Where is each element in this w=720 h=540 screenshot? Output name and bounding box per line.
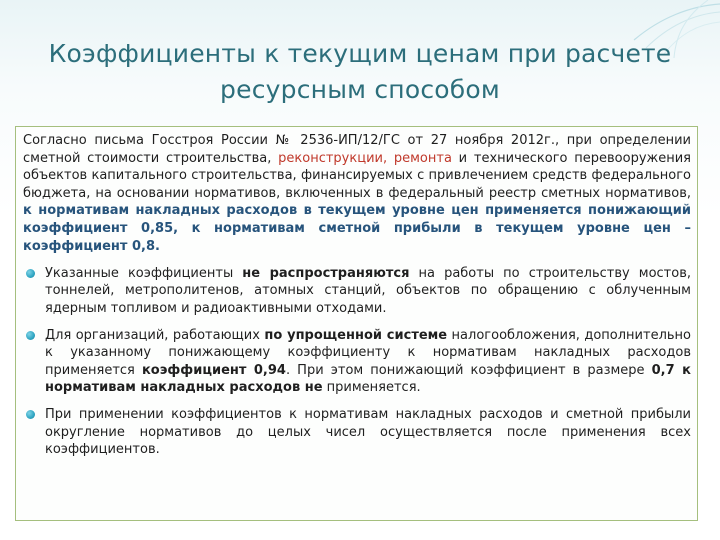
bullet-bold-text: 0,7 к нормативам накладных расходов не	[45, 362, 691, 395]
bullet-dot-icon	[26, 331, 35, 340]
content-box	[15, 126, 698, 521]
intro-paragraph	[23, 132, 691, 255]
bullet-text: Для организаций, работающих	[45, 328, 265, 344]
bullet-bold-text: не распространяются	[242, 266, 410, 282]
bullet-item	[23, 265, 691, 317]
bullet-item	[23, 406, 691, 458]
title-line-1: Коэффициенты к текущим ценам при расчете	[48, 39, 672, 68]
slide-title	[20, 36, 700, 108]
bullet-text: Указанные коэффициенты	[45, 266, 243, 282]
title-line-2: ресурсным способом	[220, 75, 500, 104]
bullet-dot-icon	[26, 269, 35, 278]
bullet-text: применяется.	[322, 379, 421, 395]
intro-text-2: и технического перевооружения объектов капитального строительства, финансируемых с привлечением средств федерального бюджета, на основании нормативов, включенных в федеральный реестр сметных нормативов,	[23, 150, 692, 201]
bullet-text: . При этом понижающий коэффициент в размере	[285, 362, 652, 378]
bullet-text: При применении коэффициентов к нормативам накладных расходов и сметной прибыли округление нормативов до целых чисел осуществляется после применения всех коэффициентов.	[45, 407, 691, 457]
bullet-dot-icon	[26, 410, 35, 419]
bullet-bold-text: коэффициент 0,94	[141, 362, 286, 378]
bullet-text: налогообложения, дополнительно к указанному понижающему коэффициенту к нормативам накладных расходов применяется	[45, 328, 691, 378]
bullet-text: на работы по строительству мостов, тоннелей, метрополитенов, атомных станций, объектов по обращению с облученным ядерным топливом и радиоактивными отходами.	[45, 266, 692, 316]
intro-text: Согласно письма Госстроя России № 2536-ИП/12/ГС от 27 ноября 2012г., при определении сметной стоимости строительства,	[23, 133, 691, 166]
bullet-item	[23, 327, 691, 396]
bullet-bold-text: по упрощенной системе	[264, 328, 448, 344]
intro-red-text: реконструкции, ремонта	[278, 150, 452, 166]
intro-blue-text: к нормативам накладных расходов в текущем уровне цен применяется понижающий коэффициент 0,85, к нормативам сметной прибыли в текущем уровне цен – коэффициент 0,8.	[23, 203, 691, 254]
